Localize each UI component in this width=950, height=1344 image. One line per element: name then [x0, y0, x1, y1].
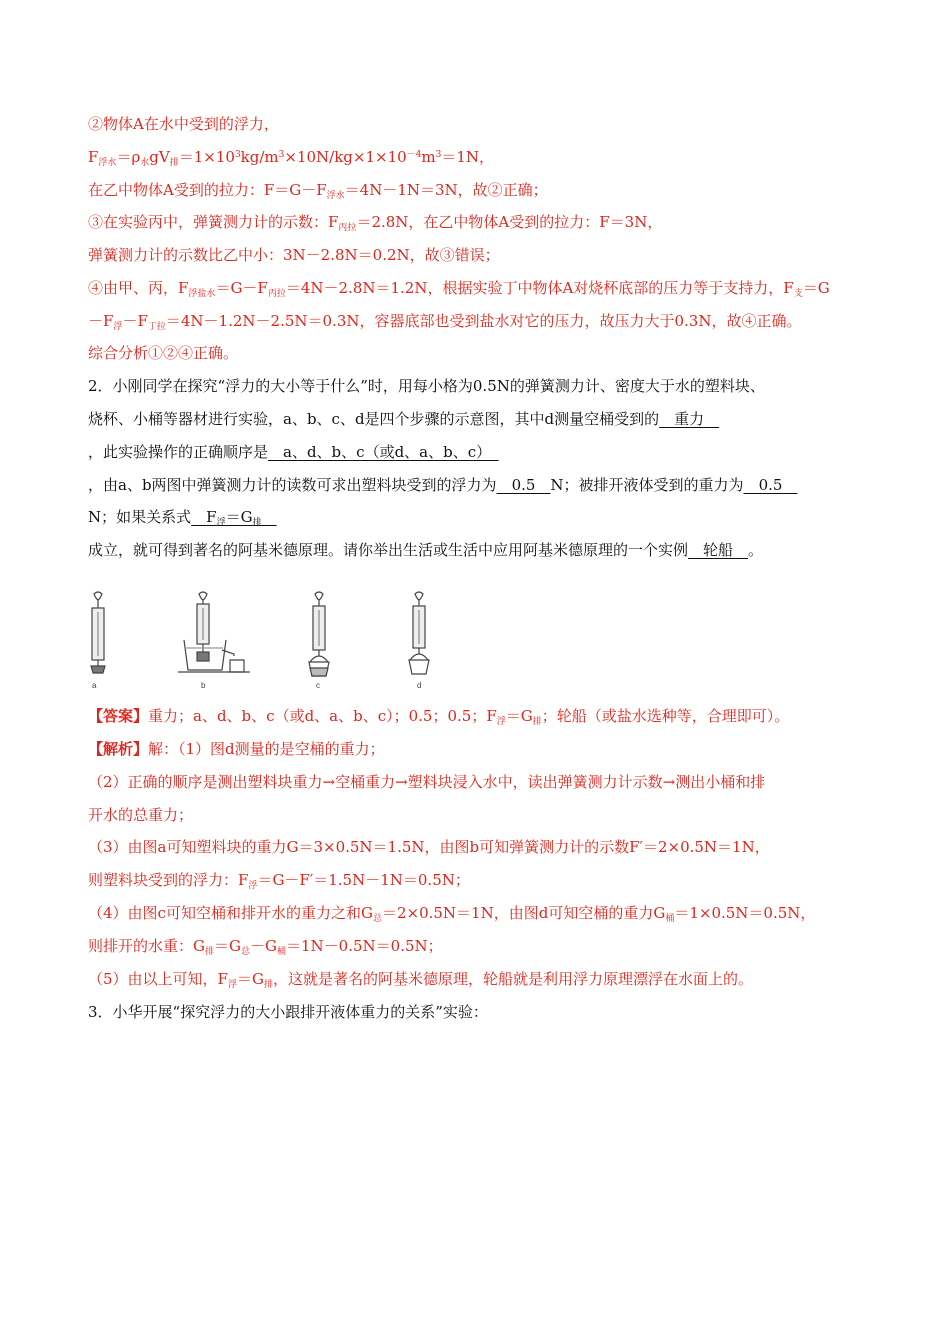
diagram-a: [91, 592, 105, 673]
question2-line-2: 烧杯、小桶等器材进行实验，a、b、c、d是四个步骤的示意图，其中d测量空桶受到的 重力: [88, 410, 720, 428]
diagram-d: [409, 592, 429, 674]
solution-line-5: 弹簧测力计的示数比乙中小：3N－2.8N＝0.2N，故③错误；: [88, 246, 500, 264]
analysis-line-1: 【解析】解：（1）图d测量的是空桶的重力；: [88, 740, 385, 758]
solution-line-8: 综合分析①②④正确。: [88, 344, 239, 362]
solution-line-1: ②物体A在水中受到的浮力，: [88, 115, 279, 133]
question2-line-6: 成立，就可得到著名的阿基米德原理。请你举出生活或生活中应用阿基米德原理的一个实例 轮船 。: [88, 541, 764, 559]
answer-line: 【答案】重力；a、d、b、c（或d、a、b、c）；0.5；0.5；$F_浮=G_排$；轮船（或盐水选种等，合理即可）。: [88, 707, 790, 727]
analysis-line-4: （3）由图a可知塑料块的重力G＝3×0.5N＝1.5N，由图b可知弹簧测力计的示数F′＝2×0.5N＝1N，: [88, 838, 770, 856]
question2-line-1: 2．小刚同学在探究“浮力的大小等于什么”时，用每小格为0.5N的弹簧测力计、密度大于水的塑料块、: [88, 377, 765, 395]
question3-line-1: 3．小华开展“探究浮力的大小跟排开液体重力的关系”实验：: [88, 1003, 488, 1021]
solution-line-2: $F_{浮水}=\rho_水gV_排=1\times 10^3kg/m^3\times 10N/kg\times 1\times 10^{-4}m^3=1N$，: [88, 148, 495, 168]
solution-line-3: 在乙中物体A受到的拉力：$F=G-F_{浮水}=4N-1N=3N$，故②正确；: [88, 181, 548, 201]
answer-tag: 【答案】: [88, 707, 149, 725]
spring-scale-figure: [82, 590, 442, 695]
answer-blank-displaced-weight: 0.5: [743, 476, 798, 494]
question2-line-5: N；如果关系式 $F_浮=G_排$: [88, 506, 277, 528]
solution-line-6: ④由甲、丙，$F_{浮盐水}=G-F_{丙拉}=4N-2.8N=1.2N$，根据实验丁中物体A对烧杯底部的压力等于支持力，$F_支=G$: [88, 279, 830, 299]
question2-line-3: ，此实验操作的正确顺序是 a、d、b、c（或d、a、b、c）: [88, 443, 499, 461]
analysis-line-8: （5）由以上可知，$F_浮=G_排$，这就是著名的阿基米德原理，轮船就是利用浮力原理漂浮在水面上的。: [88, 970, 753, 990]
figure-label-b: b: [201, 681, 206, 690]
analysis-tag: 【解析】: [88, 740, 149, 758]
answer-blank-weight: 重力: [659, 410, 720, 428]
analysis-line-7: 则排开的水重：$G_排=G_总-G_桶=1N-0.5N=0.5N$；: [88, 937, 443, 957]
figure-label-d: d: [417, 681, 422, 690]
answer-blank-example: 轮船: [688, 541, 749, 559]
answer-blank-relation: $F_浮=G_排$: [191, 508, 262, 528]
question2-line-4: ，由a、b两图中弹簧测力计的读数可求出塑料块受到的浮力为 0.5 N；被排开液体受到的重力为 0.5: [88, 476, 798, 494]
figure-label-c: c: [316, 681, 320, 690]
analysis-line-2: （2）正确的顺序是测出塑料块重力→空桶重力→塑料块浸入水中，读出弹簧测力计示数→测出小桶和排: [88, 773, 766, 791]
diagram-c: [309, 592, 329, 676]
solution-line-4: ③在实验丙中，弹簧测力计的示数：$F_{丙拉}=2.8N$，在乙中物体A受到的拉力：F＝3N，: [88, 213, 663, 233]
solution-line-7: $-F_浮-F_{丁拉}=4N-1.2N-2.5N=0.3N$，容器底部也受到盐水对它的压力，故压力大于0.3N，故④正确。: [88, 312, 802, 332]
diagram-b: [178, 592, 250, 672]
analysis-line-6: （4）由图c可知空桶和排开水的重力之和$G_总=2\times 0.5N=1N$，由图d可知空桶的重力$G_桶=1\times 0.5N=0.5N$，: [88, 904, 816, 924]
figure-label-a: a: [92, 681, 97, 690]
analysis-line-3: 开水的总重力；: [88, 806, 194, 824]
analysis-line-5: 则塑料块受到的浮力：$F_浮=G-F'=1.5N-1N=0.5N$；: [88, 871, 470, 891]
answer-blank-buoyancy: 0.5: [496, 476, 551, 494]
answer-blank-order: a、d、b、c（或d、a、b、c）: [268, 443, 499, 461]
